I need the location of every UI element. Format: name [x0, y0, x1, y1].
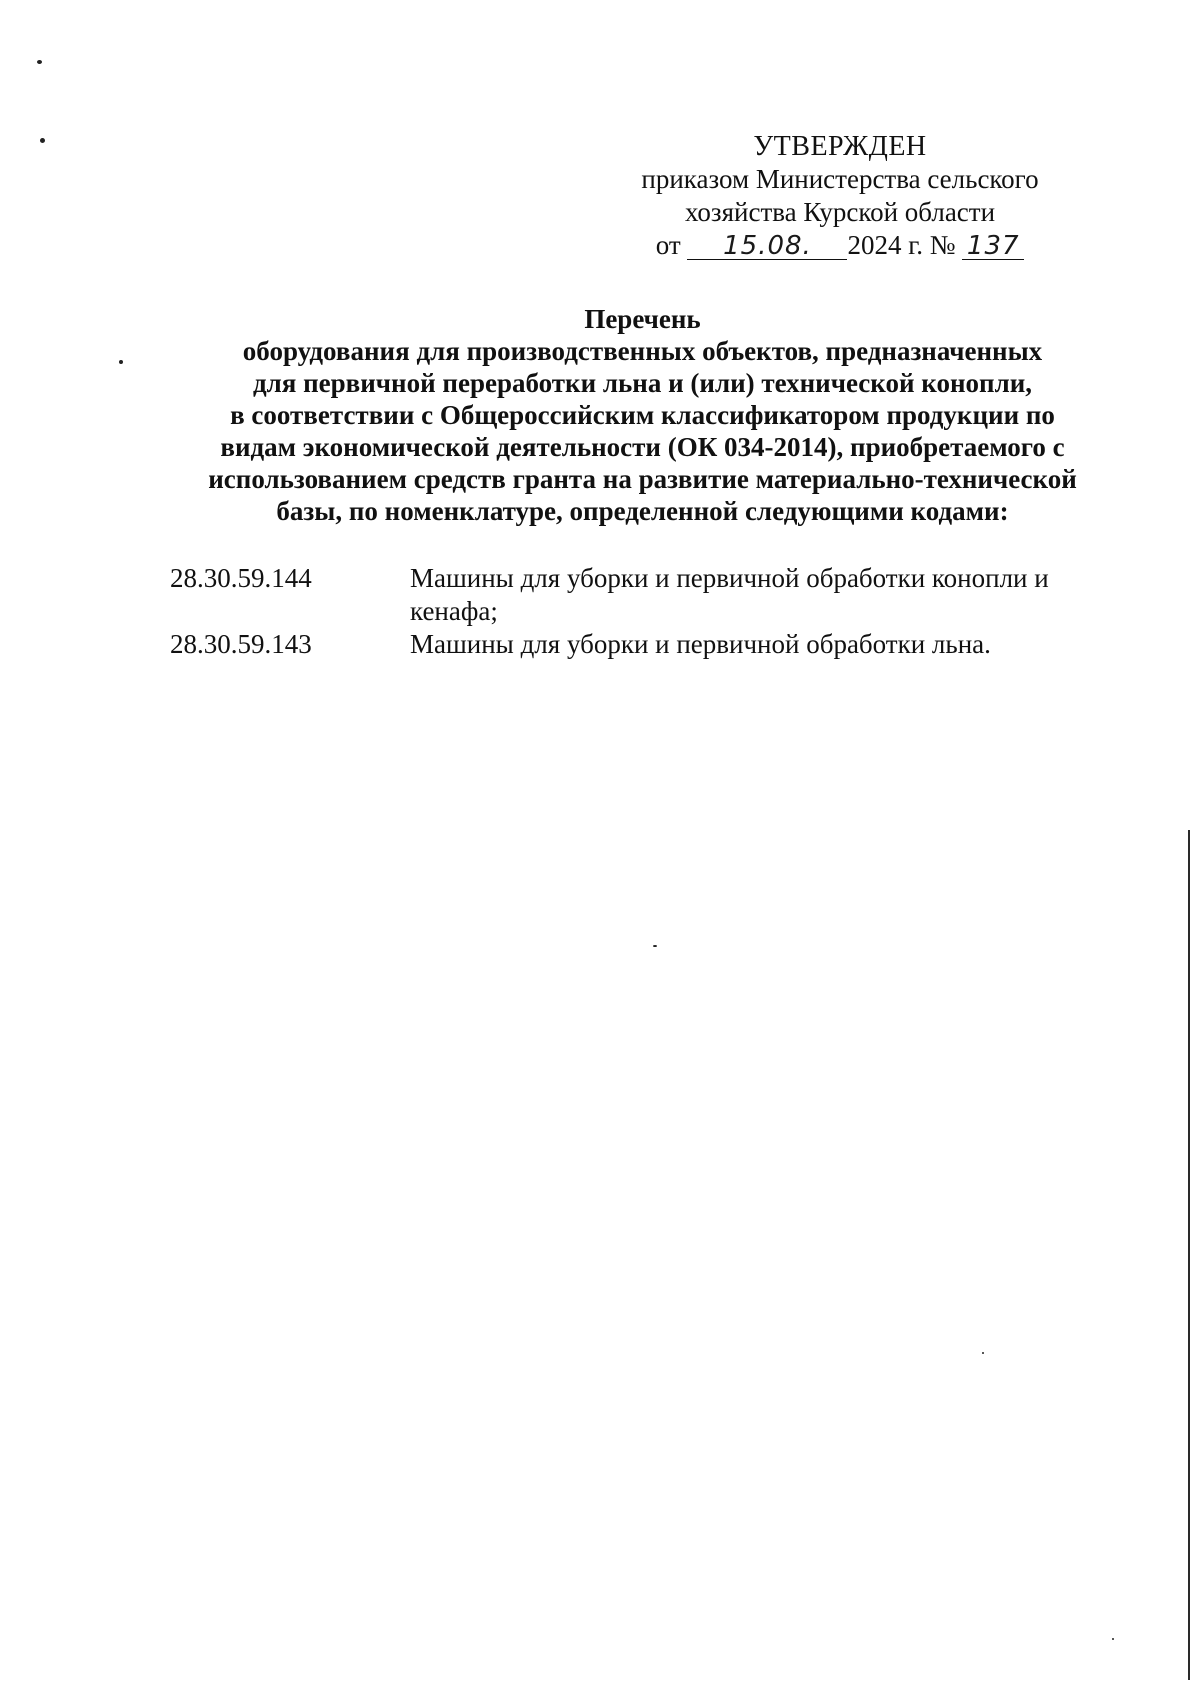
- heading-line-2: для первичной переработки льна и (или) технической конопли,: [252, 368, 1033, 398]
- year-text: 2024 г. №: [847, 230, 956, 260]
- codes-list: [170, 562, 1110, 661]
- scan-speck: [37, 60, 42, 64]
- scan-speck: [119, 360, 123, 364]
- okpd-code: 28.30.59.143: [170, 629, 312, 659]
- approval-stamp-block: [610, 130, 1070, 262]
- document-heading: [150, 303, 1135, 527]
- scan-edge-line: [1188, 830, 1190, 1680]
- scan-speck: [982, 1352, 984, 1354]
- handwritten-order-number: 137: [962, 233, 1024, 260]
- scan-speck: [40, 138, 45, 143]
- approval-line-1: приказом Министерства сельского: [641, 164, 1039, 194]
- heading-line-4: видам экономической деятельности (ОК 034-2014), приобретаемого с: [220, 432, 1065, 462]
- heading-line-5: использованием средств гранта на развитие материально-технической: [208, 464, 1077, 494]
- heading-line-1: оборудования для производственных объектов, предназначенных: [242, 336, 1043, 366]
- approval-line-2: хозяйства Курской области: [684, 197, 996, 227]
- scan-speck: [653, 945, 657, 947]
- list-item: [170, 628, 1110, 661]
- approval-date-line: [610, 229, 1070, 262]
- handwritten-date: 15.08.: [687, 233, 847, 260]
- heading-title: Перечень: [584, 304, 701, 334]
- okpd-code: 28.30.59.144: [170, 563, 312, 593]
- heading-line-3: в соответствии с Общероссийским классификатором продукции по: [230, 400, 1055, 430]
- approved-label: УТВЕРЖДЕН: [753, 131, 927, 162]
- scan-speck: [1112, 1638, 1114, 1640]
- list-item: [170, 562, 1110, 628]
- heading-line-6: базы, по номенклатуре, определенной следующими кодами:: [276, 496, 1009, 526]
- date-prefix: от: [655, 230, 681, 260]
- code-description: Машины для уборки и первичной обработки конопли и кенафа;: [410, 563, 1049, 626]
- code-description: Машины для уборки и первичной обработки льна.: [410, 629, 991, 659]
